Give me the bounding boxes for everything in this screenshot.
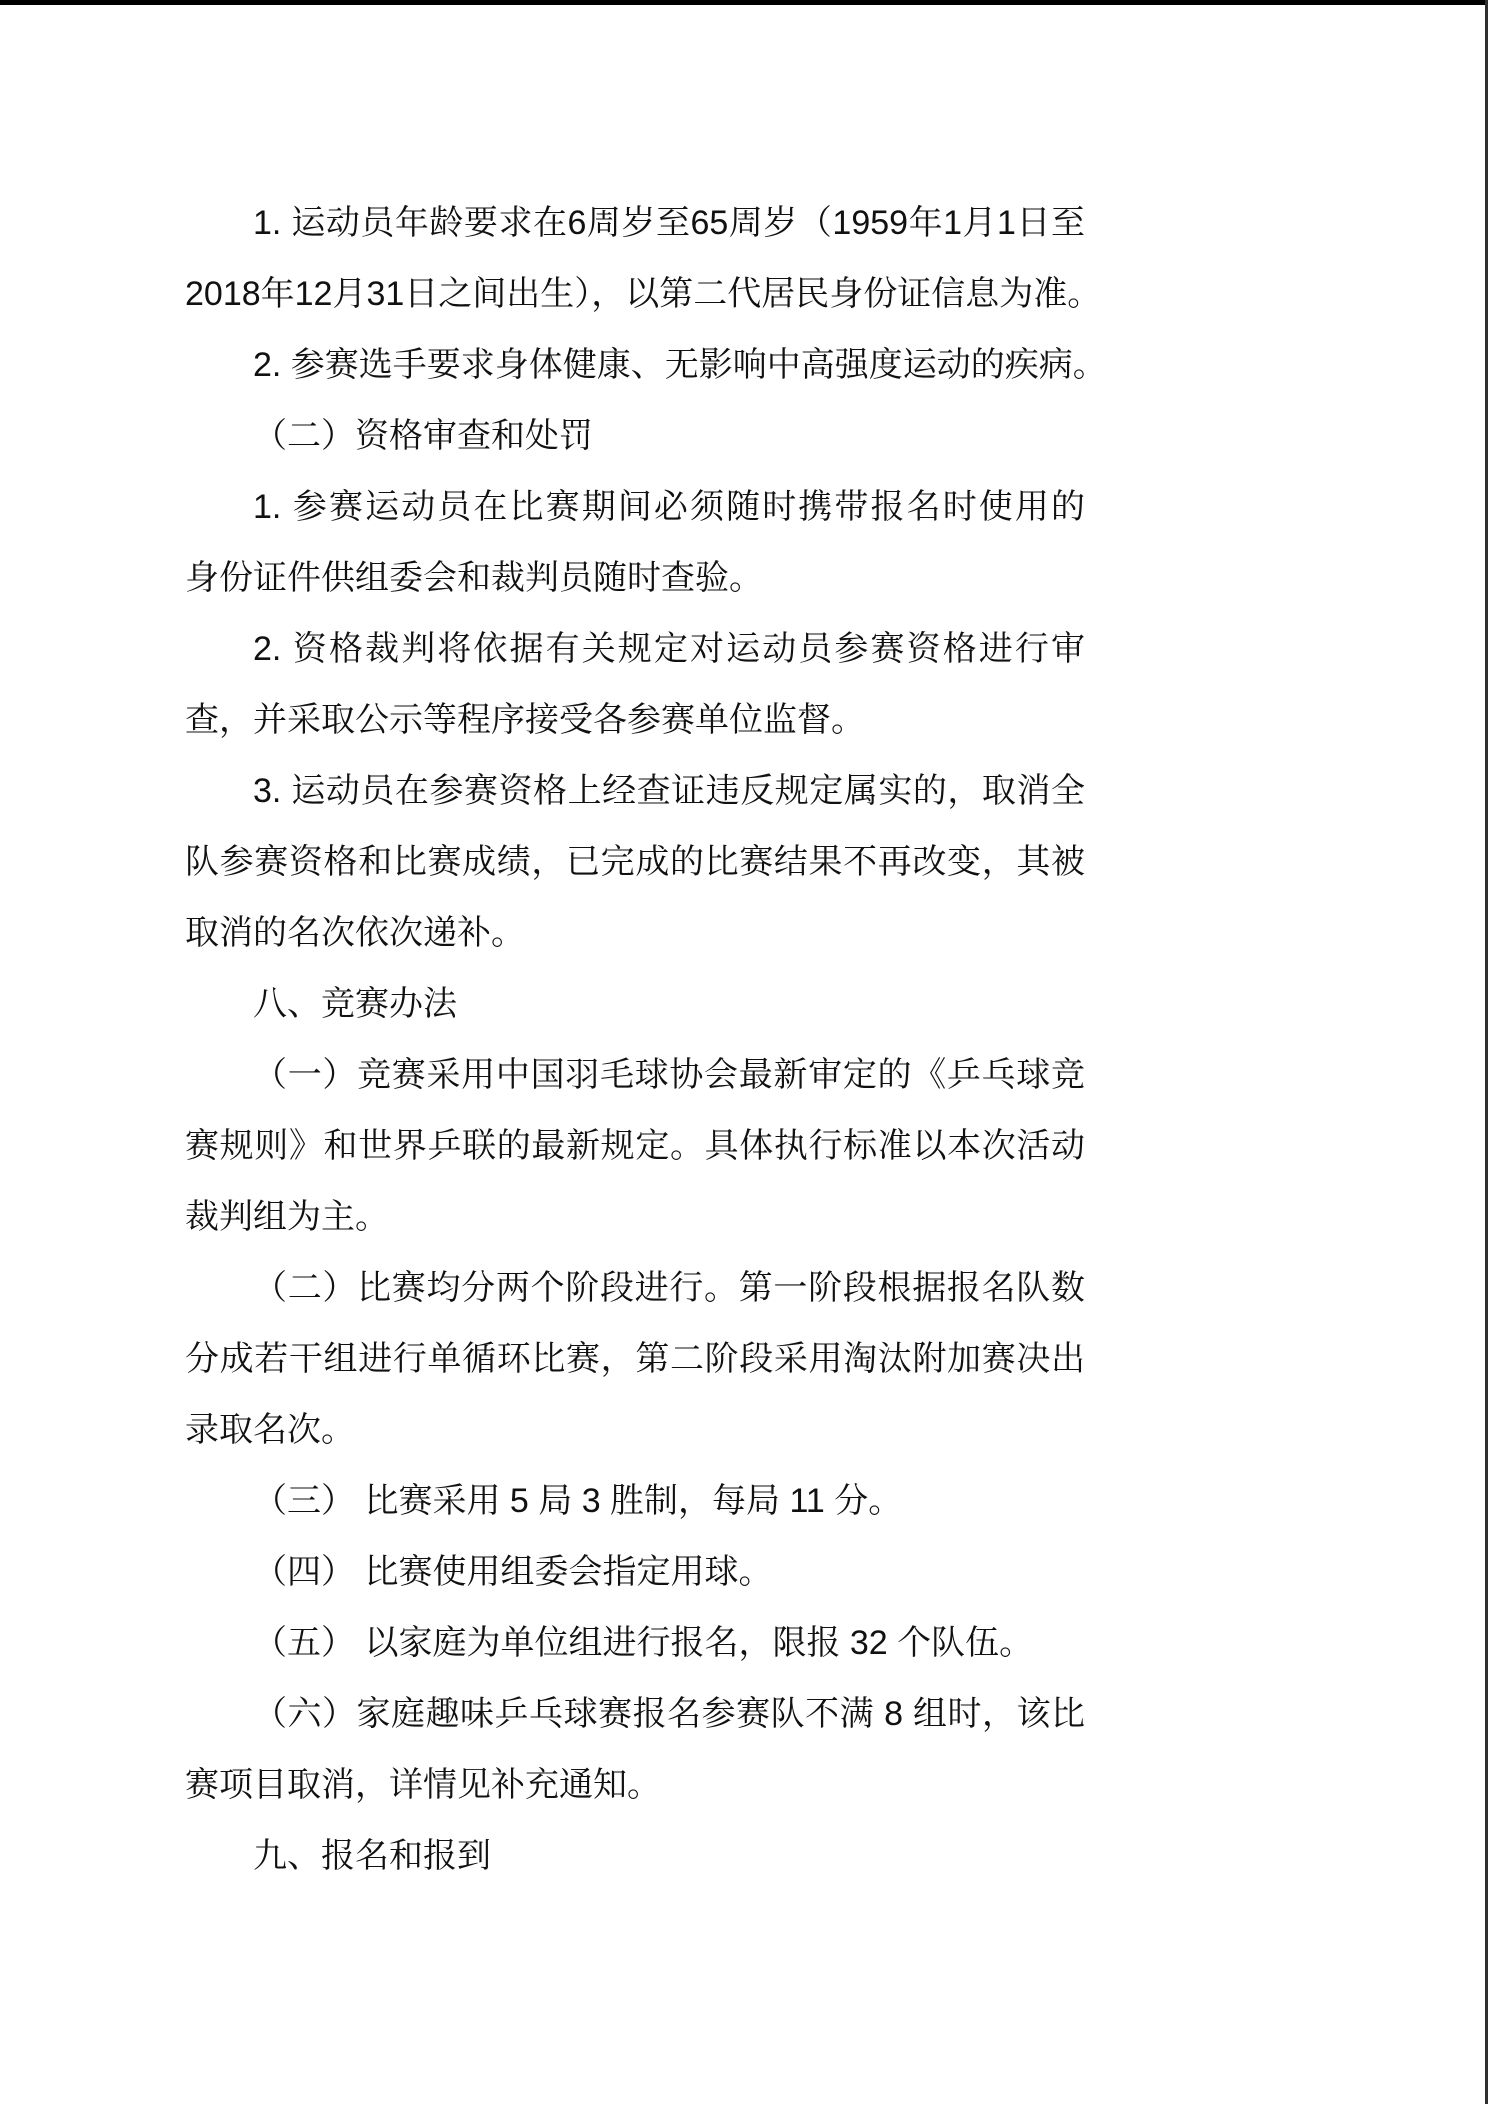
text-line: 3. 运动员在参赛资格上经查证违反规定属实的，取消全 <box>253 772 1085 810</box>
text-line: 身份证件供组委会和裁判员随时查验。 <box>185 559 763 597</box>
text-line: 1. 参赛运动员在比赛期间必须随时携带报名时使用的 <box>253 488 1085 526</box>
text-line: 九、报名和报到 <box>253 1837 491 1875</box>
text-line: （六）家庭趣味乒乓球赛报名参赛队不满 8 组时，该比 <box>253 1695 1085 1733</box>
text-line: 赛项目取消，详情见补充通知。 <box>185 1766 661 1804</box>
text-line: （三） 比赛采用 5 局 3 胜制，每局 11 分。 <box>253 1482 903 1520</box>
text-line: 2018年12月31日之间出生），以第二代居民身份证信息为准。 <box>185 275 1102 313</box>
text-line: 2. 资格裁判将依据有关规定对运动员参赛资格进行审 <box>253 630 1085 668</box>
text-line: 队参赛资格和比赛成绩，已完成的比赛结果不再改变，其被 <box>185 843 1085 881</box>
text-line: （二）资格审查和处罚 <box>253 417 593 455</box>
text-line: （四） 比赛使用组委会指定用球。 <box>253 1553 773 1591</box>
text-line: 八、竞赛办法 <box>253 985 457 1023</box>
text-line: （二）比赛均分两个阶段进行。第一阶段根据报名队数 <box>253 1269 1085 1307</box>
text-line: 裁判组为主。 <box>185 1198 389 1236</box>
text-line: 取消的名次依次递补。 <box>185 914 525 952</box>
text-line: （五） 以家庭为单位组进行报名，限报 32 个队伍。 <box>253 1624 1034 1662</box>
text-line: 1. 运动员年龄要求在6周岁至65周岁（1959年1月1日至 <box>253 204 1085 242</box>
text-line: （一）竞赛采用中国羽毛球协会最新审定的《乒乓球竞 <box>253 1056 1085 1094</box>
text-line: 录取名次。 <box>185 1411 355 1449</box>
text-line: 分成若干组进行单循环比赛，第二阶段采用淘汰附加赛决出 <box>185 1340 1085 1378</box>
text-line: 查，并采取公示等程序接受各参赛单位监督。 <box>185 701 865 739</box>
text-line: 2. 参赛选手要求身体健康、无影响中高强度运动的疾病。 <box>253 346 1107 384</box>
text-line: 赛规则》和世界乒联的最新规定。具体执行标准以本次活动 <box>185 1127 1085 1165</box>
